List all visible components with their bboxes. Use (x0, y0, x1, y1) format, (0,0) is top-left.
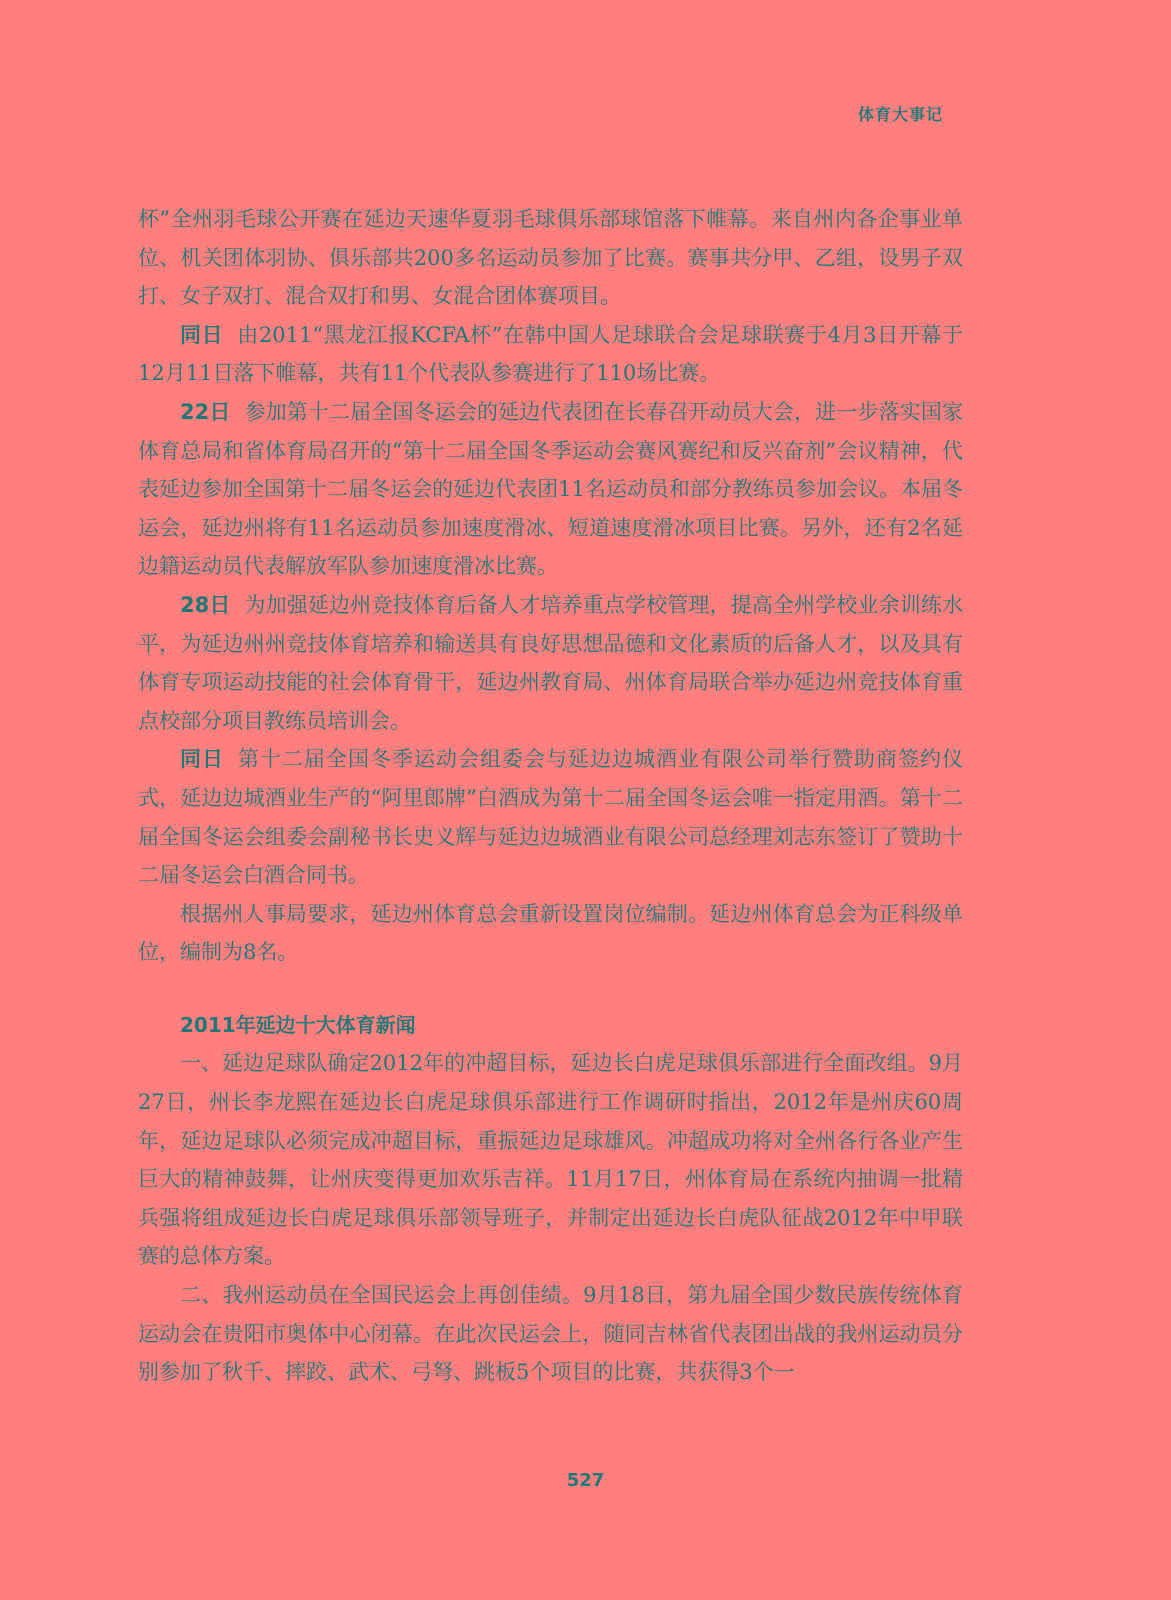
entry-date: 同日 (180, 747, 224, 772)
entry-date: 22日 (180, 399, 231, 424)
news-item (138, 1044, 963, 1276)
paragraph (138, 895, 963, 972)
news-item (138, 1276, 963, 1392)
paragraph (138, 200, 963, 316)
page-body (138, 200, 963, 1392)
news-item-text: 二、我州运动员在全国民运会上再创佳绩。9月18日，第九届全国少数民族传统体育运动会在贵阳市奥体中心闭幕。在此次民运会上，随同吉林省代表团出战的我州运动员分别参加了秋千、摔跤、武术、弓弩、跳板5个项目的比赛，共获得3个一 (138, 1283, 963, 1385)
paragraph (138, 316, 963, 393)
running-header: 体育大事记 (857, 105, 943, 124)
paragraph-text: 为加强延边州竞技体育后备人才培养重点学校管理，提高全州学校业余训练水平，为延边州州竞技体育培养和输送具有良好思想品德和文化素质的后备人才，以及具有体育专项运动技能的社会体育骨干，延边州教育局、州体育局联合举办延边州竞技体育重点校部分项目教练员培训会。 (138, 592, 963, 733)
paragraph-text: 由2011“黑龙江报KCFA杯”在韩中国人足球联合会足球联赛于4月3日开幕于12月11日落下帷幕，共有11个代表队参赛进行了110场比赛。 (138, 322, 963, 386)
section-title: 2011年延边十大体育新闻 (180, 1012, 416, 1037)
news-item-text: 一、延边足球队确定2012年的冲超目标，延边长白虎足球俱乐部进行全面改组。9月27日，州长李龙熙在延边长白虎足球俱乐部进行工作调研时指出，2012年是州庆60周年，延边足球队必须完成冲超目标，重振延边足球雄风。冲超成功将对全州各行各业产生巨大的精神鼓舞，让州庆变得更加欢乐吉祥。11月17日，州体育局在系统内抽调一批精兵强将组成延边长白虎足球俱乐部领导班子，并制定出延边长白虎队征战2012年中甲联赛的总体方案。 (138, 1051, 963, 1269)
page-number: 527 (566, 1470, 605, 1491)
section-spacer (138, 972, 963, 1006)
entry-date: 同日 (180, 322, 224, 347)
paragraph-text: 杯”全州羽毛球公开赛在延边天速华夏羽毛球俱乐部球馆落下帷幕。来自州内各企事业单位、机关团体羽协、俱乐部共200多名运动员参加了比赛。赛事共分甲、乙组，设男子双打、女子双打、混合双打和男、女混合团体赛项目。 (138, 207, 963, 309)
entry-date: 28日 (180, 592, 231, 617)
paragraph (138, 393, 963, 586)
paragraph (138, 586, 963, 740)
paragraph (138, 740, 963, 894)
paragraph-text: 根据州人事局要求，延边州体育总会重新设置岗位编制。延边州体育总会为正科级单位，编制为8名。 (138, 901, 963, 965)
paragraph-text: 第十二届全国冬季运动会组委会与延边边城酒业有限公司举行赞助商签约仪式，延边边城酒业生产的“阿里郎牌”白酒成为第十二届全国冬运会唯一指定用酒。第十二届全国冬运会组委会副秘书长史义辉与延边边城酒业有限公司总经理刘志东签订了赞助十二届冬运会白酒合同书。 (138, 747, 963, 888)
paragraph-text: 参加第十二届全国冬运会的延边代表团在长春召开动员大会，进一步落实国家体育总局和省体育局召开的“第十二届全国冬季运动会赛风赛纪和反兴奋剂”会议精神，代表延边参加全国第十二届冬运会的延边代表团11名运动员和部分教练员参加会议。本届冬运会，延边州将有11名运动员参加速度滑冰、短道速度滑冰项目比赛。另外，还有2名延边籍运动员代表解放军队参加速度滑冰比赛。 (138, 399, 963, 579)
